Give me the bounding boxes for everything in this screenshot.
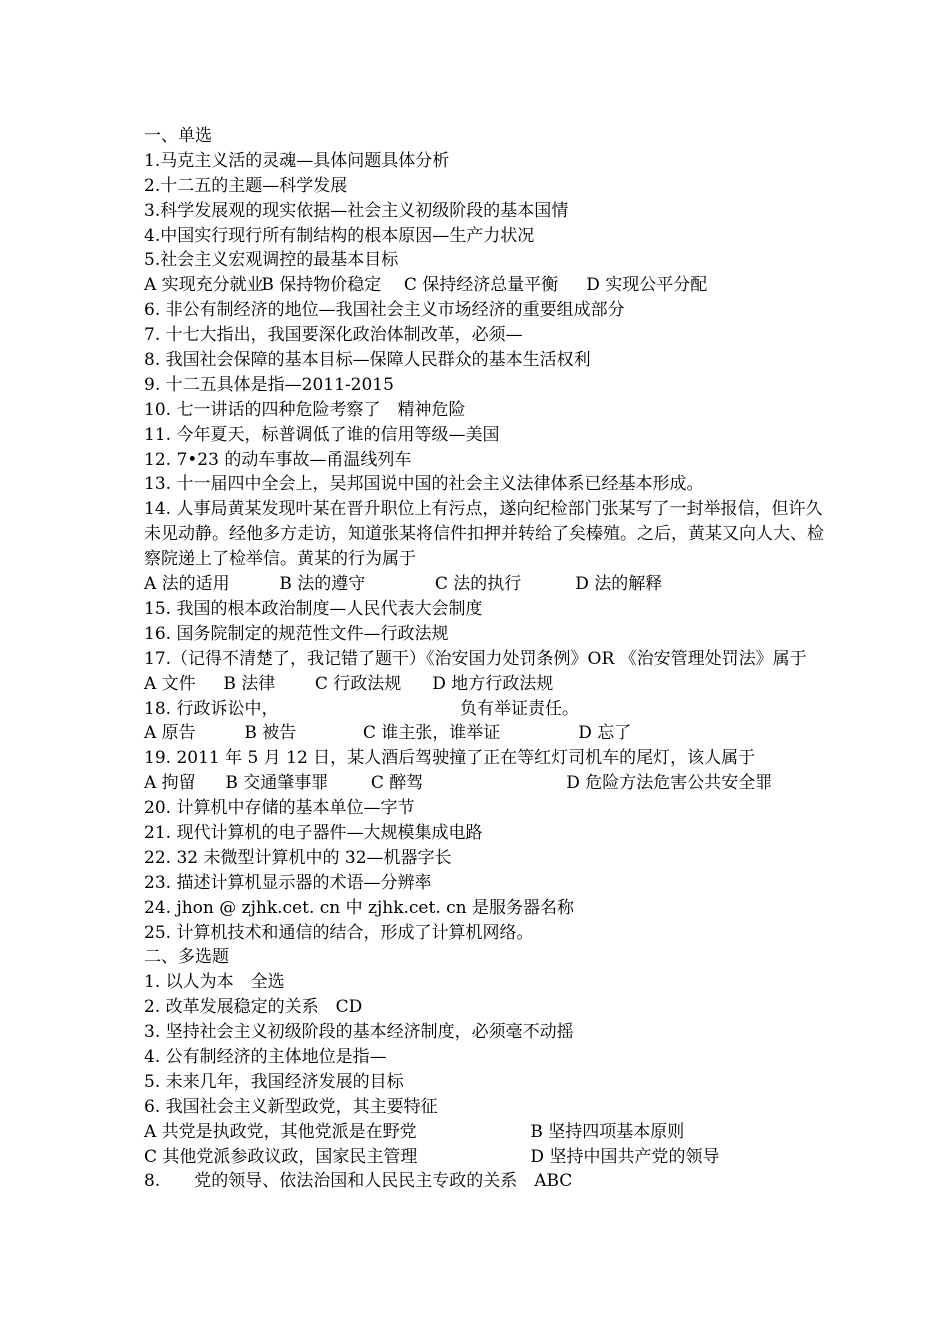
option-d: D 坚持中国共产党的领导 [530, 1146, 720, 1167]
question-18-options [144, 721, 824, 746]
question-14: 14. 人事局黄某发现叶某在晋升职位上有污点，遂向纪检部门张某写了一封举报信，但许久未见动静。经他多方走访，知道张某将信件扣押并转给了矣榛殖。之后，黄某又向人大、检察院递上了检举信。黄某的行为属于 [144, 499, 824, 570]
question-18 [144, 697, 824, 722]
option-b: B 保持物价稳定 [261, 275, 382, 296]
option-d: D 忘了 [578, 723, 632, 744]
mc-question-6-options-row-2 [144, 1145, 824, 1170]
option-a: A 文件 [144, 673, 196, 694]
question-6: 6. 非公有制经济的地位—我国社会主义市场经济的重要组成部分 [144, 300, 625, 321]
question-1: 1.马克主义活的灵魂—具体问题具体分析 [144, 150, 450, 171]
mc-question-2: 2. 改革发展稳定的关系 CD [144, 997, 363, 1018]
mc-question-5: 5. 未来几年，我国经济发展的目标 [144, 1071, 404, 1092]
option-b: B 交通肇事罪 [225, 773, 329, 794]
question-5: 5.社会主义宏观调控的最基本目标 [144, 250, 399, 271]
option-a: A 实现充分就业 [144, 275, 264, 296]
question-17-options [144, 672, 824, 697]
section-heading-multiple-choice: 二、多选题 [144, 947, 229, 968]
question-22: 22. 32 未微型计算机中的 32—机器字长 [144, 847, 452, 868]
option-c: C 醉驾 [370, 773, 424, 794]
option-b: B 坚持四项基本原则 [530, 1121, 685, 1142]
question-13: 13. 十一届四中全会上，吴邦国说中国的社会主义法律体系已经基本形成。 [144, 474, 704, 495]
question-3: 3.科学发展观的现实依据—社会主义初级阶段的基本国情 [144, 200, 569, 221]
option-b: B 法的遵守 [279, 574, 366, 595]
question-21: 21. 现代计算机的电子器件—大规模集成电路 [144, 823, 483, 843]
question-11: 11. 今年夏天，标普调低了谁的信用等级—美国 [144, 424, 500, 445]
question-12: 12. 7•23 的动车事故—甬温线列车 [144, 449, 412, 470]
question-20: 20. 计算机中存储的基本单位—字节 [144, 798, 415, 819]
option-c: C 其他党派参政议政，国家民主管理 [144, 1146, 418, 1167]
question-10: 10. 七一讲话的四种危险考察了 精神危险 [144, 399, 466, 420]
option-d: D 地方行政法规 [432, 673, 554, 694]
question-7: 7. 十七大指出，我国要深化政治体制改革，必须— [144, 325, 523, 346]
question-18-stem: 18. 行政诉讼中， [144, 698, 279, 719]
option-d: D 法的解释 [575, 574, 663, 595]
question-2: 2.十二五的主题—科学发展 [144, 175, 348, 196]
document-body [144, 124, 824, 1194]
option-c: C 法的执行 [434, 574, 522, 595]
option-d: D 实现公平分配 [586, 275, 708, 296]
question-18-tail: 负有举证责任。 [460, 698, 579, 719]
mc-question-8: 8. 党的领导、依法治国和人民民主专政的关系 ABC [144, 1171, 573, 1192]
option-a: A 法的适用 [144, 574, 230, 595]
section-heading-single-choice: 一、单选 [144, 126, 212, 146]
option-a: A 原告 [144, 723, 196, 744]
mc-question-1: 1. 以人为本 全选 [144, 972, 285, 993]
option-a: A 共党是执政党，其他党派是在野党 [144, 1121, 417, 1142]
option-c: C 行政法规 [314, 673, 402, 694]
question-17: 17.（记得不清楚了，我记错了题干）《治安国力处罚条例》OR 《治安管理处罚法》属于 [144, 648, 807, 669]
option-b: B 法律 [223, 673, 276, 694]
mc-question-6-options-row-1 [144, 1120, 824, 1145]
mc-question-6: 6. 我国社会主义新型政党，其主要特征 [144, 1096, 438, 1117]
option-d: D 危险方法危害公共安全罪 [566, 773, 773, 794]
question-14-options [144, 572, 824, 597]
question-19-options [144, 771, 824, 796]
question-5-options [144, 273, 824, 298]
question-19: 19. 2011 年 5 月 12 日，某人酒后驾驶撞了正在等红灯司机车的尾灯，该人属于 [144, 748, 756, 769]
mc-question-3: 3. 坚持社会主义初级阶段的基本经济制度，必须毫不动摇 [144, 1022, 574, 1043]
option-a: A 拘留 [144, 773, 196, 794]
question-16: 16. 国务院制定的规范性文件—行政法规 [144, 623, 449, 644]
question-25: 25. 计算机技术和通信的结合，形成了计算机网络。 [144, 922, 534, 943]
question-15: 15. 我国的根本政治制度—人民代表大会制度 [144, 598, 483, 619]
question-4: 4.中国实行现行所有制结构的根本原因—生产力状况 [144, 225, 535, 246]
option-c: C 保持经济总量平衡 [403, 275, 559, 296]
option-c: C 谁主张，谁举证 [362, 723, 501, 744]
question-9: 9. 十二五具体是指—2011-2015 [144, 374, 394, 395]
question-8: 8. 我国社会保障的基本目标—保障人民群众的基本生活权利 [144, 350, 591, 371]
option-b: B 被告 [244, 723, 297, 744]
question-24: 24. jhon @ zjhk.cet. cn 中 zjhk.cet. cn 是服务器名称 [144, 897, 575, 918]
mc-question-4: 4. 公有制经济的主体地位是指— [144, 1047, 387, 1068]
question-23: 23. 描述计算机显示器的术语—分辨率 [144, 872, 432, 893]
